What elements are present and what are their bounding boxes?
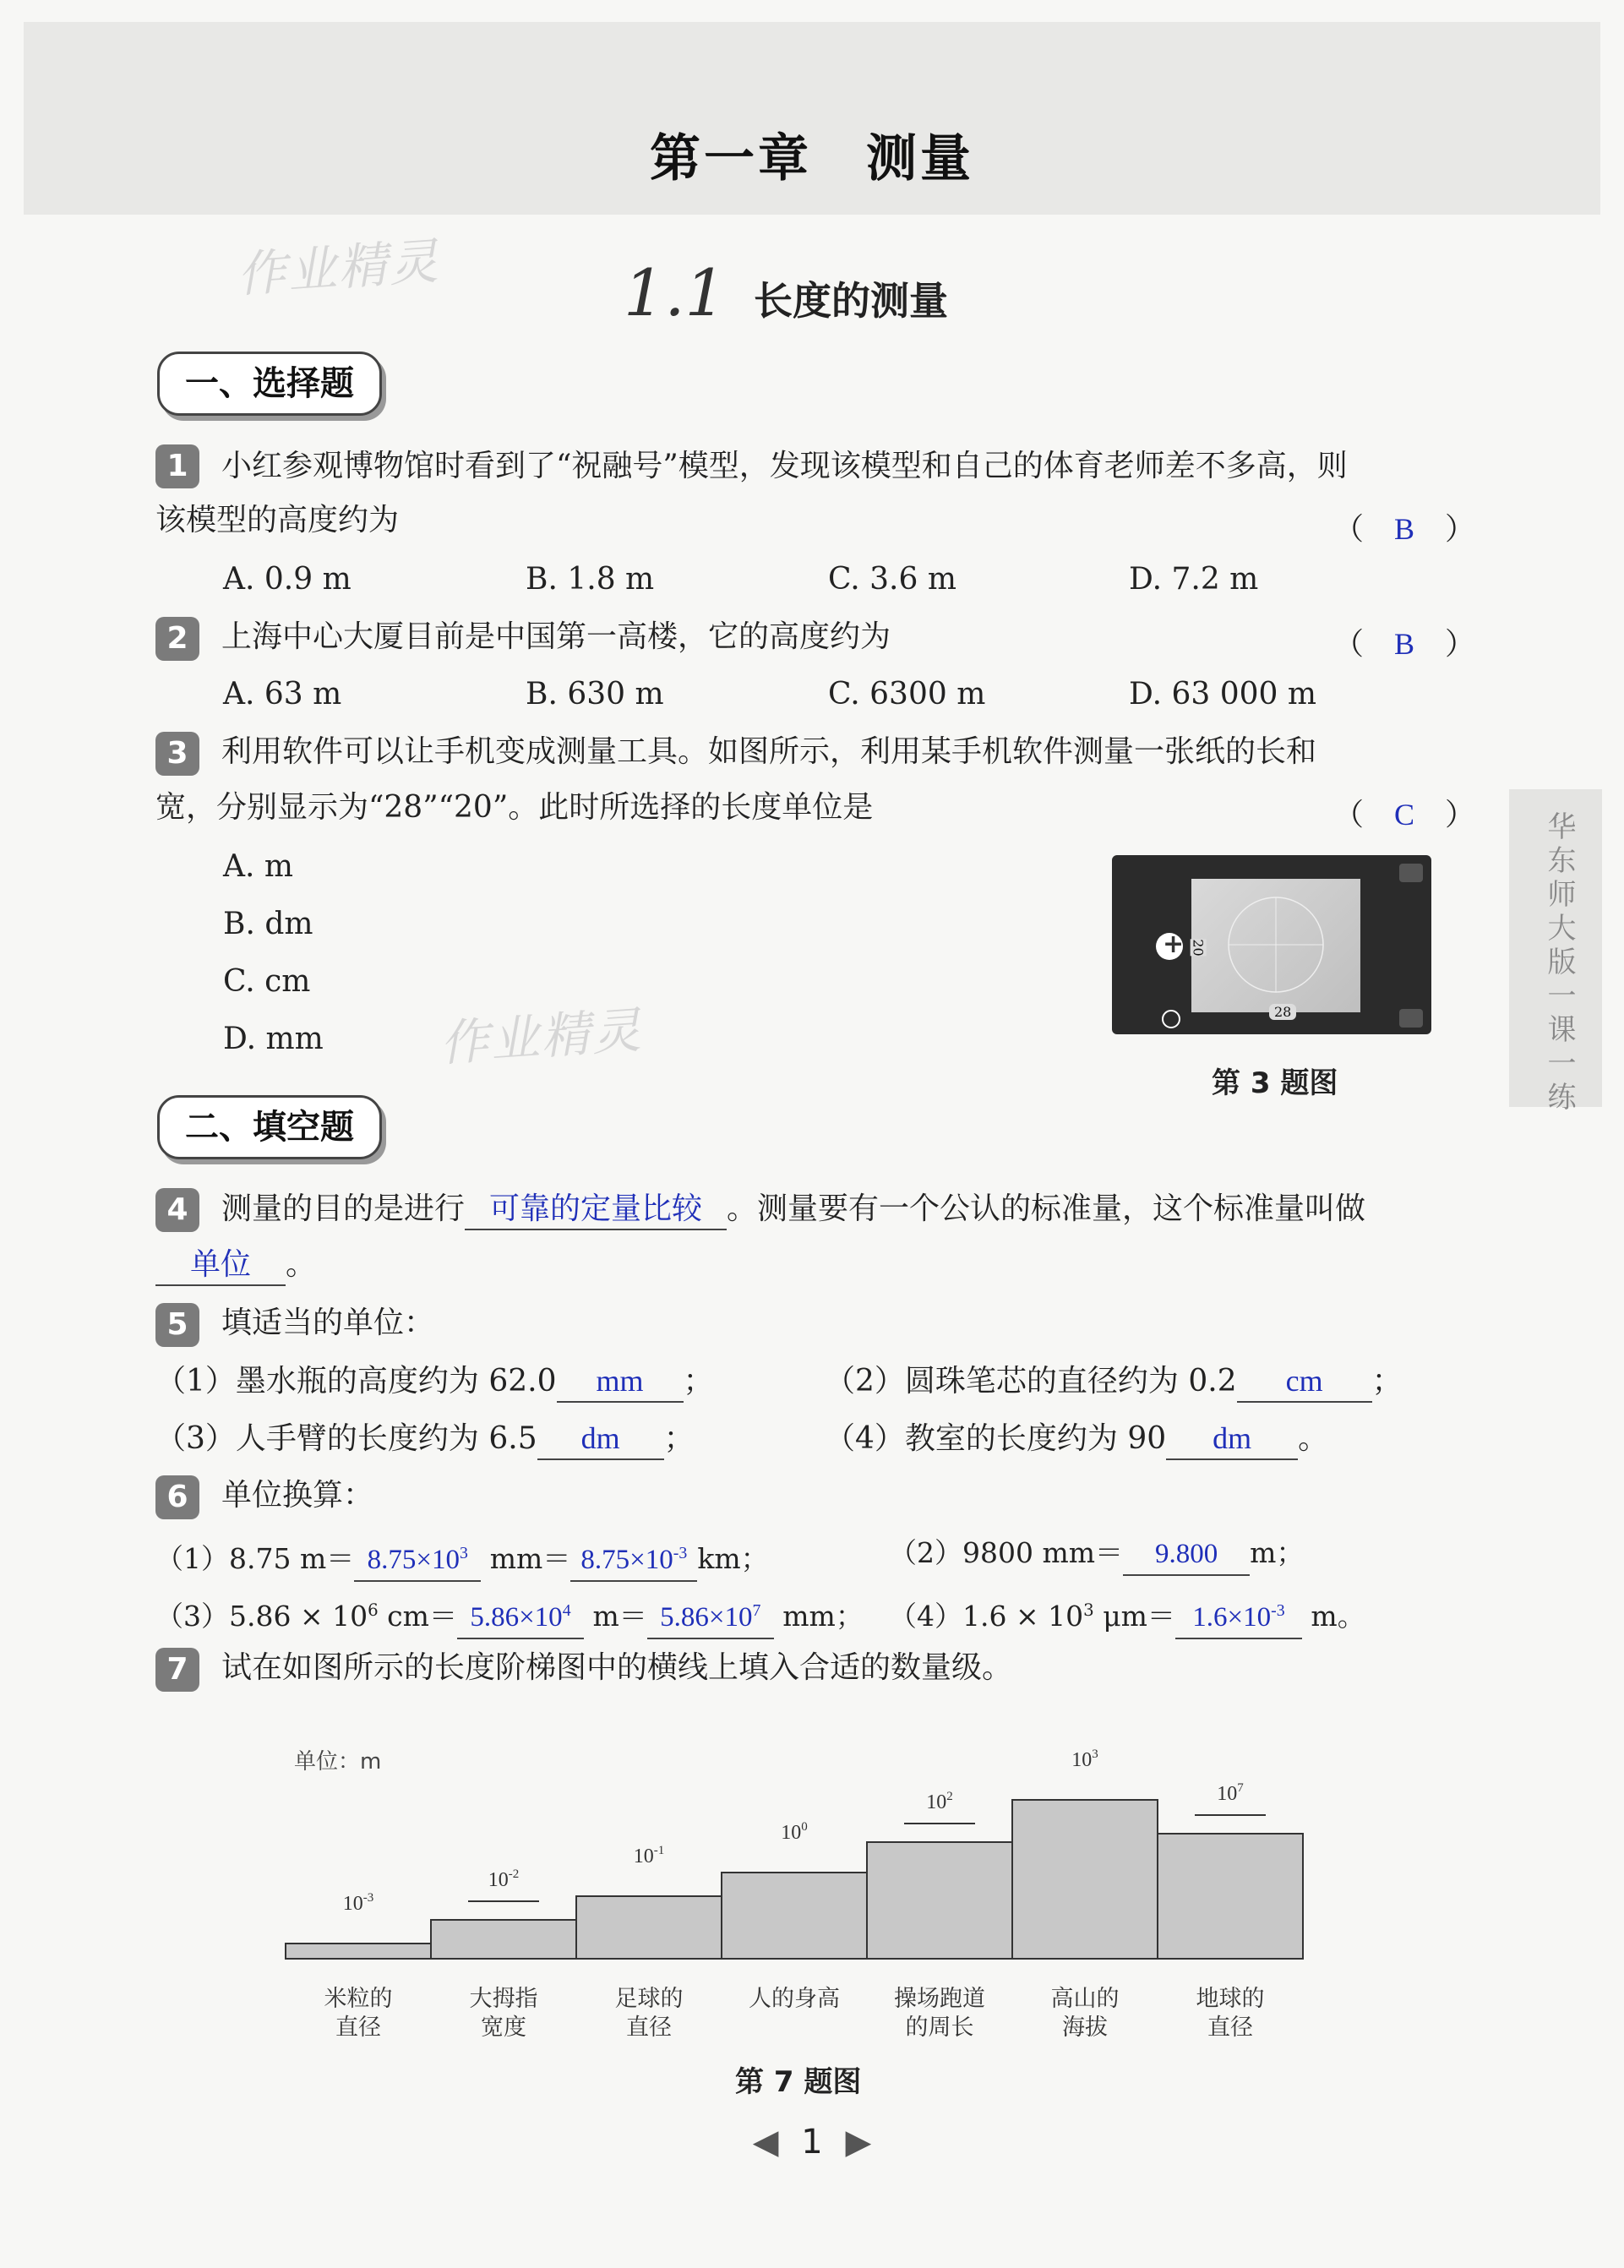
q5-item4 [825, 1418, 1328, 1460]
stair-category-5-line-0: 高山的 [1050, 1986, 1120, 2012]
q6-item1-ans1-exp: 3 [460, 1544, 468, 1562]
question-number-badge: 4 [155, 1188, 199, 1232]
q5-item2-answer: cm [1237, 1360, 1372, 1403]
q3-figure-caption: 第 3 题图 [1212, 1066, 1338, 1100]
q3-plus-icon: + [1163, 930, 1185, 959]
q6-item1-ans1-base: 8.75×10 [367, 1545, 460, 1575]
q4-text-c: 。 [286, 1247, 317, 1282]
q6-item3-ans2 [647, 1590, 774, 1639]
q2-option-d: D. 63 000 m [1129, 677, 1317, 711]
stair-step-3 [722, 1873, 867, 1959]
q6-item3-ans2-exp: 7 [752, 1601, 761, 1620]
question-number-badge: 1 [155, 444, 199, 488]
q5-item2-label: （2）圆珠笔芯的直径约为 0.2 [825, 1364, 1237, 1398]
stair-category-6-line-0: 地球的 [1196, 1986, 1265, 2012]
q6-item3-ans1-base: 5.86×10 [470, 1602, 563, 1633]
stair-category-3-line-0: 人的身高 [749, 1986, 840, 2012]
q6-item1-c: km； [697, 1542, 769, 1575]
q7-figure-caption: 第 7 题图 [735, 2065, 862, 2099]
stair-label-6: $10^7$ [1217, 1781, 1244, 1805]
page-number [0, 2123, 1624, 2162]
q6-item1-ans2-base: 8.75×10 [580, 1545, 673, 1575]
q6-item2 [889, 1533, 1304, 1576]
q6-item1-a: （1）8.75 m＝ [155, 1542, 355, 1575]
q6-item3-c: m＝ [583, 1600, 647, 1633]
q5-item1-end: ； [683, 1364, 714, 1398]
stair-category-1-line-1: 宽度 [481, 2014, 526, 2041]
q1-text-line1: 小红参观博物馆时看到了“祝融号”模型，发现该模型和自己的体育老师差不多高，则 [221, 449, 1348, 483]
q3-height-label: 20 [1190, 939, 1207, 957]
q3-option-a: A. m [223, 849, 294, 884]
stair-label-0: $10^{-3}$ [342, 1891, 374, 1915]
q5-item4-label: （4）教室的长度约为 90 [825, 1421, 1167, 1456]
q1-text-line2: 该模型的高度约为 [155, 503, 400, 537]
next-page-icon: ▶ [845, 2123, 872, 2162]
stair-step-5 [1012, 1800, 1158, 1959]
question-number-badge: 3 [155, 732, 199, 776]
question-number-badge: 6 [155, 1475, 199, 1519]
q5-item3-end: ； [663, 1421, 695, 1456]
q5-item1-answer: mm [557, 1360, 684, 1403]
q4-text-b: 。测量要有一个公认的标准量，这个标准量叫做 [727, 1191, 1366, 1226]
page-number-text: 1 [801, 2123, 823, 2162]
q6-title: 单位换算： [221, 1478, 374, 1513]
q6-item1-ans2-exp: -3 [673, 1544, 688, 1562]
prev-page-icon: ◀ [752, 2123, 779, 2162]
part-heading-fill: 二、填空题 [157, 1095, 382, 1159]
q6-item1-ans2 [570, 1533, 697, 1582]
q6-item4 [889, 1590, 1365, 1639]
q2-text: 上海中心大厦目前是中国第一高楼，它的高度约为 [221, 619, 891, 654]
q3-option-d: D. mm [223, 1022, 324, 1056]
stair-category-1-line-0: 大拇指 [469, 1986, 538, 2012]
question-number-badge: 5 [155, 1303, 199, 1347]
watermark-middle: 作业精灵 [438, 1000, 645, 1073]
stair-step-0 [286, 1944, 431, 1959]
q6-item3-a: （3）5.86 × 10 [155, 1600, 368, 1633]
q6-item1-ans1 [354, 1533, 481, 1582]
q5-item2-end: ； [1371, 1364, 1403, 1398]
stair-label-2: $10^{-1}$ [633, 1844, 665, 1867]
q3-answer-bracket: （ C ） [1333, 798, 1476, 832]
stair-category-0-line-0: 米粒的 [324, 1986, 393, 2012]
q5-item3-answer: dm [537, 1418, 664, 1460]
q6-item4-a: （4）1.6 × 10 [889, 1600, 1084, 1633]
q5-item1-label: （1）墨水瓶的高度约为 62.0 [155, 1364, 557, 1398]
q4-line1 [221, 1188, 1365, 1230]
stair-step-4 [867, 1842, 1012, 1959]
q6-item4-ans [1175, 1590, 1302, 1639]
q6-item4-b: μm＝ [1093, 1600, 1175, 1633]
q5-item2 [825, 1360, 1403, 1403]
q6-item3-ans1-exp: 4 [562, 1601, 571, 1620]
stair-category-4-line-0: 操场跑道 [894, 1986, 985, 2012]
q1-answer-bracket: （ B ） [1333, 512, 1476, 547]
q6-item3-exp-a: 6 [368, 1600, 379, 1620]
q7-unit-label: 单位：m [294, 1749, 382, 1775]
q3-answer: C [1394, 798, 1415, 831]
q6-item2-a: （2）9800 mm＝ [889, 1536, 1124, 1569]
stair-category-2-line-0: 足球的 [614, 1986, 684, 2012]
q2-option-c: C. 6300 m [828, 677, 986, 711]
q5-item3 [155, 1418, 695, 1460]
q5-item3-label: （3）人手臂的长度约为 6.5 [155, 1421, 537, 1456]
watermark-top: 作业精灵 [235, 232, 442, 304]
stair-step-6 [1158, 1834, 1303, 1959]
side-tab-text: 华东师大版一课一练 [1542, 811, 1576, 1115]
q3-option-c: C. cm [223, 964, 311, 999]
q1-answer: B [1394, 512, 1415, 546]
q2-option-b: B. 630 m [526, 677, 664, 711]
stair-category-6-line-1: 直径 [1207, 2014, 1253, 2041]
q6-item4-ans-exp: -3 [1271, 1601, 1285, 1620]
q5-item1 [155, 1360, 714, 1403]
q1-option-a: A. 0.9 m [223, 562, 352, 597]
q6-item2-c: m； [1250, 1536, 1305, 1569]
stair-label-1: $10^{-2}$ [488, 1867, 520, 1891]
q6-item3-ans2-base: 5.86×10 [660, 1602, 753, 1633]
q4-line2 [155, 1244, 316, 1286]
q2-answer: B [1394, 627, 1415, 661]
q3-text-line2: 宽，分别显示为“28”“20”。此时所选择的长度单位是 [155, 790, 874, 825]
stair-category-2-line-1: 直径 [626, 2014, 672, 2041]
q1-option-b: B. 1.8 m [526, 562, 655, 597]
stair-label-5: $10^3$ [1071, 1747, 1098, 1771]
q7-text: 试在如图所示的长度阶梯图中的横线上填入合适的数量级。 [221, 1650, 1013, 1685]
q6-item4-ans-base: 1.6×10 [1192, 1602, 1272, 1633]
q2-option-a: A. 63 m [223, 677, 342, 711]
stair-category-4-line-1: 的周长 [905, 2014, 974, 2041]
part-heading-choice: 一、选择题 [157, 352, 382, 416]
q1-option-d: D. 7.2 m [1129, 562, 1259, 597]
q7-staircase-chart [253, 1690, 1352, 2062]
q6-item4-exp-a: 3 [1083, 1600, 1094, 1620]
stair-category-0-line-1: 直径 [335, 2014, 381, 2041]
q3-text-line1: 利用软件可以让手机变成测量工具。如图所示，利用某手机软件测量一张纸的长和 [221, 734, 1317, 769]
q5-title: 填适当的单位： [221, 1306, 435, 1340]
q6-item2-ans: 9.800 [1123, 1534, 1250, 1576]
q4-text-a: 测量的目的是进行 [221, 1191, 466, 1226]
q6-item3-b: cm＝ [378, 1600, 457, 1633]
question-number-badge: 7 [155, 1648, 199, 1692]
section-number: 1.1 [624, 255, 726, 330]
q5-item4-answer: dm [1166, 1418, 1298, 1460]
stair-label-3: $10^0$ [781, 1820, 808, 1844]
stair-label-4: $10^2$ [926, 1790, 953, 1813]
q3-option-b: B. dm [223, 907, 313, 941]
stair-step-1 [431, 1920, 576, 1959]
stair-step-2 [576, 1896, 722, 1959]
chapter-title: 第一章 测量 [650, 129, 974, 188]
q6-item1-b: mm＝ [481, 1542, 571, 1575]
q6-item4-c: m。 [1301, 1600, 1365, 1633]
q4-blank2: 单位 [155, 1244, 286, 1286]
section-title: 长度的测量 [754, 278, 948, 324]
q6-item3-d: mm； [773, 1600, 864, 1633]
q2-answer-bracket: （ B ） [1333, 627, 1476, 662]
stair-category-5-line-1: 海拔 [1062, 2014, 1108, 2041]
q6-item3-ans1 [457, 1590, 584, 1639]
question-number-badge: 2 [155, 617, 199, 661]
q6-item1 [155, 1533, 769, 1582]
q1-option-c: C. 3.6 m [828, 562, 956, 597]
q5-item4-end: 。 [1298, 1421, 1329, 1456]
q4-blank1: 可靠的定量比较 [465, 1188, 727, 1230]
q3-width-label: 28 [1269, 1004, 1296, 1020]
q6-item3 [155, 1590, 864, 1639]
